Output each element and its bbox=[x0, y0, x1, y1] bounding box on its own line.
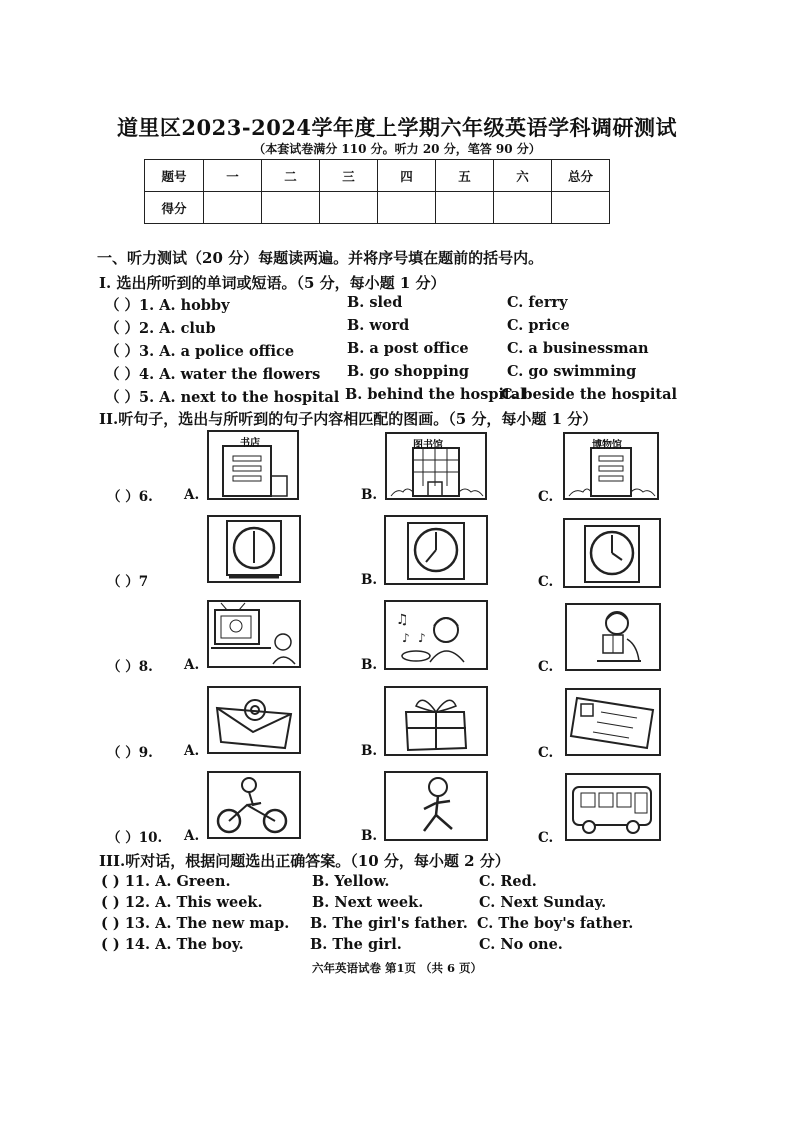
question-11-prefix: ( ) 11. A. Green. bbox=[101, 873, 231, 890]
question-1-prefix: （ ）1. A. hobby bbox=[105, 297, 230, 314]
score-cell[interactable] bbox=[262, 192, 320, 224]
exam-title: 道里区2023-2024学年度上学期六年级英语学科调研测试 bbox=[116, 115, 678, 140]
picture-clock-b[interactable] bbox=[384, 515, 488, 585]
picture-clock-a[interactable] bbox=[207, 515, 301, 583]
score-header-cell: 一 bbox=[204, 160, 262, 192]
walking-child-icon bbox=[386, 773, 486, 839]
question-5-prefix: （ ）5. A. next to the hospital bbox=[105, 389, 340, 406]
picture-postcard[interactable] bbox=[565, 688, 661, 756]
score-header-cell: 总分 bbox=[552, 160, 610, 192]
question-6-number: （ ）6. bbox=[107, 489, 153, 505]
question-3-prefix: （ ）3. A. a police office bbox=[105, 343, 295, 360]
score-table-score-row bbox=[145, 192, 610, 224]
picture-museum[interactable] bbox=[563, 432, 659, 500]
question-14-option-b: B. The girl. bbox=[310, 936, 402, 953]
reading-child-icon bbox=[567, 605, 659, 669]
svg-text:♫: ♫ bbox=[396, 612, 409, 628]
picture-library[interactable] bbox=[385, 432, 487, 500]
score-header-cell: 题号 bbox=[145, 160, 204, 192]
library-sign: 图书馆 bbox=[413, 440, 443, 451]
svg-text:♪: ♪ bbox=[402, 631, 410, 645]
question-5-option-c: C. beside the hospital bbox=[501, 386, 677, 403]
section1-heading: 一、听力测试（20 分）每题读两遍。并将序号填在题前的括号内。 bbox=[97, 249, 544, 267]
svg-text:♪: ♪ bbox=[418, 631, 426, 645]
clock-icon bbox=[386, 517, 486, 583]
picture-ride-bike[interactable] bbox=[207, 771, 301, 839]
question-13-option-b: B. The girl's father. bbox=[310, 915, 468, 932]
part3-heading: III.听对话，根据问题选出正确答案。（10 分，每小题 2 分） bbox=[99, 852, 510, 870]
question-3-option-c: C. a businessman bbox=[507, 340, 649, 357]
question-4-option-b: B. go shopping bbox=[347, 363, 470, 380]
question-7-label-c: C. bbox=[538, 574, 554, 590]
bicycle-rider-icon bbox=[209, 773, 299, 837]
question-9-label-b: B. bbox=[361, 743, 378, 759]
score-table-header-row bbox=[145, 160, 610, 192]
score-cell[interactable] bbox=[204, 192, 262, 224]
score-table bbox=[144, 159, 610, 224]
question-11-option-c: C. Red. bbox=[479, 873, 537, 890]
question-12-prefix: ( ) 12. A. This week. bbox=[101, 894, 263, 911]
question-14-prefix: ( ) 14. A. The boy. bbox=[101, 936, 244, 953]
museum-sign: 博物馆 bbox=[592, 440, 622, 451]
part2-heading: II.听句子，选出与所听到的句子内容相匹配的图画。（5 分，每小题 1 分） bbox=[99, 410, 598, 428]
question-13-option-c: C. The boy's father. bbox=[477, 915, 634, 932]
question-8-label-a: A. bbox=[184, 657, 200, 673]
picture-walk[interactable] bbox=[384, 771, 488, 841]
question-8-label-b: B. bbox=[361, 657, 378, 673]
question-10-label-a: A. bbox=[184, 828, 200, 844]
score-header-cell: 三 bbox=[320, 160, 378, 192]
question-9-label-a: A. bbox=[184, 743, 200, 759]
picture-read-book[interactable] bbox=[565, 603, 661, 671]
question-7-number: （ ）7 bbox=[107, 574, 149, 590]
question-9-label-c: C. bbox=[538, 745, 554, 761]
television-icon bbox=[209, 602, 299, 666]
question-6-label-a: A. bbox=[184, 487, 200, 503]
score-header-cell: 四 bbox=[378, 160, 436, 192]
picture-bus[interactable] bbox=[565, 773, 661, 841]
question-2-option-b: B. word bbox=[347, 317, 410, 334]
score-cell[interactable] bbox=[494, 192, 552, 224]
question-6-label-c: C. bbox=[538, 489, 554, 505]
question-1-option-b: B. sled bbox=[347, 294, 403, 311]
clock-icon bbox=[209, 517, 299, 581]
question-10-label-c: C. bbox=[538, 830, 554, 846]
question-12-option-b: B. Next week. bbox=[312, 894, 424, 911]
question-2-option-c: C. price bbox=[507, 317, 570, 334]
question-4-option-c: C. go swimming bbox=[507, 363, 637, 380]
question-8-label-c: C. bbox=[538, 659, 554, 675]
question-1-option-c: C. ferry bbox=[507, 294, 568, 311]
question-11-option-b: B. Yellow. bbox=[312, 873, 390, 890]
postcard-icon bbox=[567, 690, 659, 754]
picture-email[interactable] bbox=[207, 686, 301, 754]
clock-icon bbox=[565, 520, 659, 586]
picture-bookstore[interactable] bbox=[207, 430, 299, 500]
picture-watch-tv[interactable] bbox=[207, 600, 301, 668]
score-header-cell: 六 bbox=[494, 160, 552, 192]
question-9-number: （ ）9. bbox=[107, 745, 153, 761]
gift-box-icon bbox=[386, 688, 486, 754]
question-12-option-c: C. Next Sunday. bbox=[479, 894, 607, 911]
music-listener-icon bbox=[386, 602, 486, 668]
question-10-label-b: B. bbox=[361, 828, 378, 844]
picture-gift[interactable] bbox=[384, 686, 488, 756]
picture-clock-c[interactable] bbox=[563, 518, 661, 588]
question-4-prefix: （ ）4. A. water the flowers bbox=[105, 366, 321, 383]
question-13-prefix: ( ) 13. A. The new map. bbox=[101, 915, 290, 932]
question-14-option-c: C. No one. bbox=[479, 936, 563, 953]
question-3-option-b: B. a post office bbox=[347, 340, 469, 357]
score-cell[interactable] bbox=[320, 192, 378, 224]
question-2-prefix: （ ）2. A. club bbox=[105, 320, 216, 337]
score-header-cell: 二 bbox=[262, 160, 320, 192]
part1-heading: I. 选出所听到的单词或短语。（5 分，每小题 1 分） bbox=[99, 274, 446, 292]
question-7-label-b: B. bbox=[361, 572, 378, 588]
question-10-number: （ ）10. bbox=[107, 830, 163, 846]
question-6-label-b: B. bbox=[361, 487, 378, 503]
email-envelope-icon bbox=[209, 688, 299, 752]
score-cell[interactable] bbox=[552, 192, 610, 224]
question-5-option-b: B. behind the hospital bbox=[345, 386, 526, 403]
score-cell[interactable] bbox=[378, 192, 436, 224]
score-cell[interactable] bbox=[436, 192, 494, 224]
score-header-cell: 五 bbox=[436, 160, 494, 192]
bookstore-sign: 书店 bbox=[240, 438, 260, 449]
picture-listen-music[interactable] bbox=[384, 600, 488, 670]
question-8-number: （ ）8. bbox=[107, 659, 153, 675]
score-row-label: 得分 bbox=[145, 192, 204, 224]
exam-subtitle: （本套试卷满分 110 分。听力 20 分，笔答 90 分） bbox=[253, 142, 541, 156]
page-footer: 六年英语试卷 第1页 （共 6 页） bbox=[311, 961, 483, 975]
bus-icon bbox=[567, 775, 659, 839]
